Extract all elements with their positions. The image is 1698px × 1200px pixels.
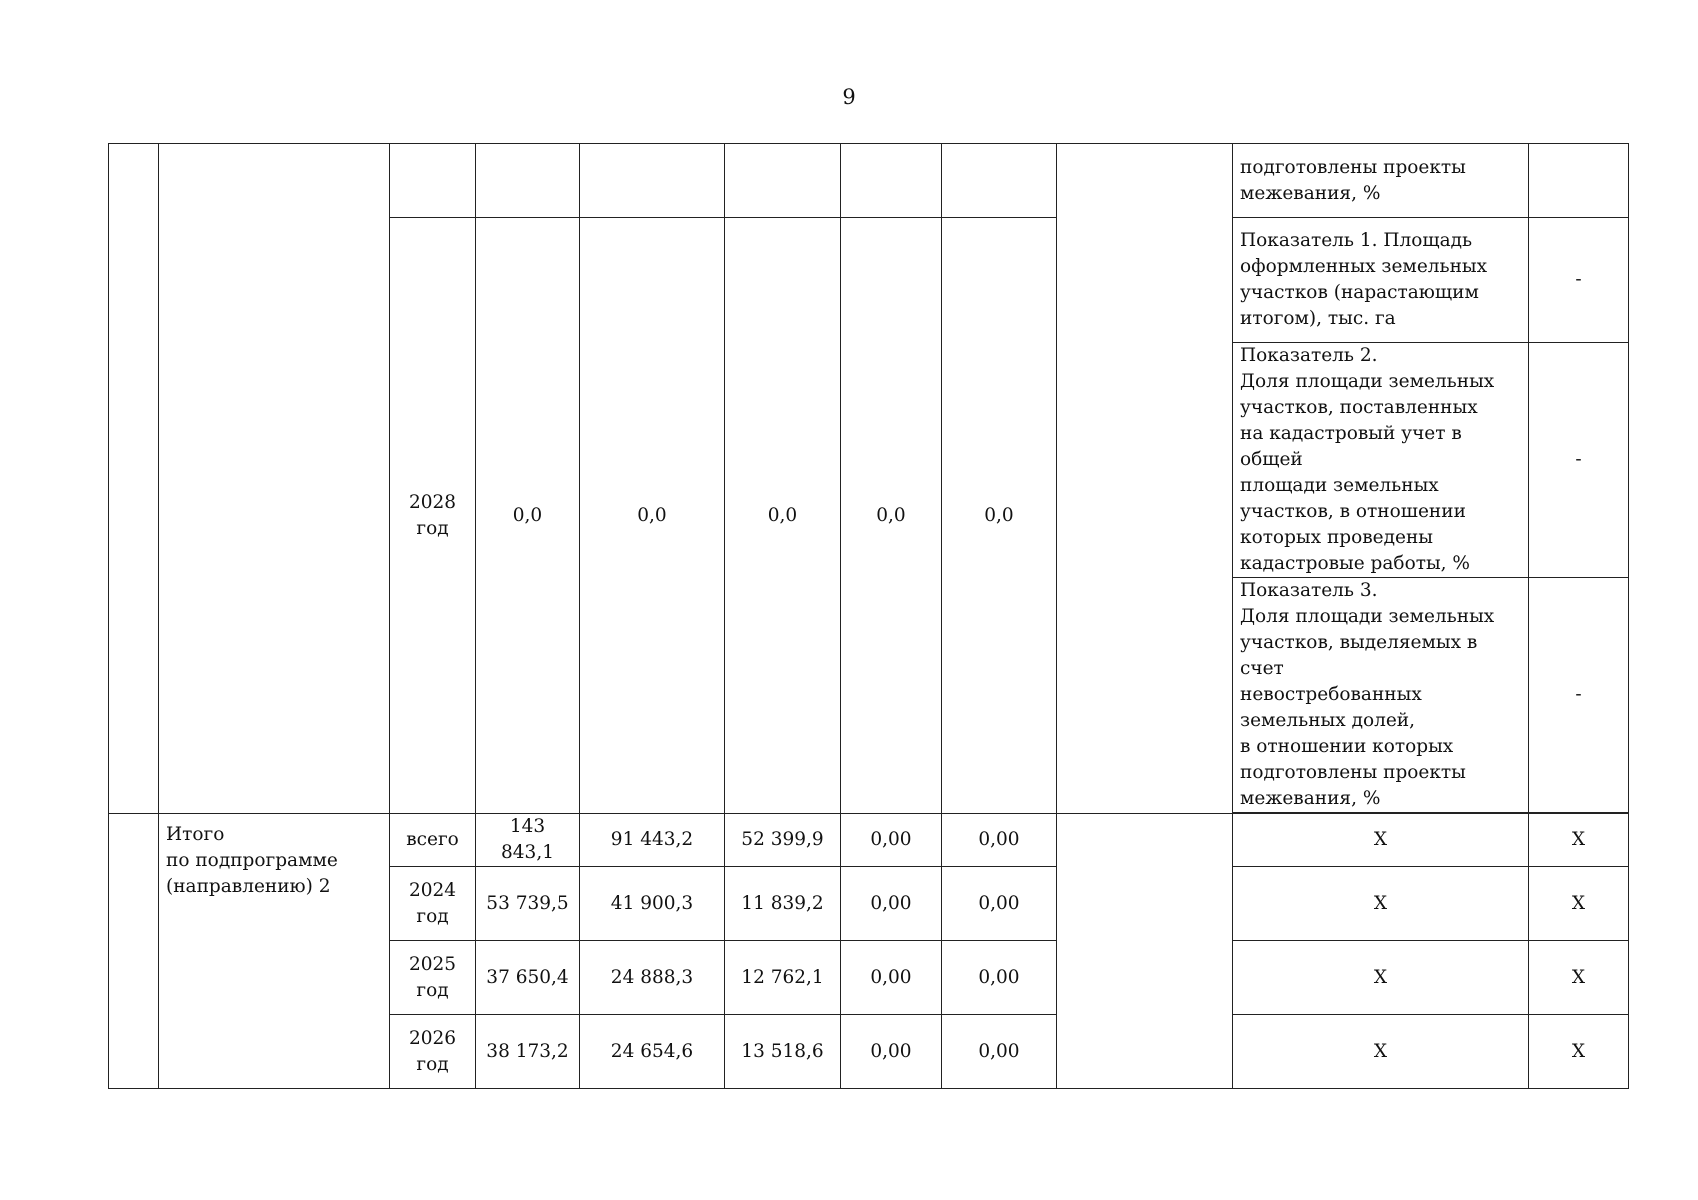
value-cell (580, 144, 725, 218)
value-cell (942, 144, 1057, 218)
program-finance-table (108, 143, 1629, 1089)
indicator-value-cell (1529, 144, 1629, 218)
value-cell: 0,00 (841, 814, 942, 867)
year-cell: 2024 год (390, 867, 476, 941)
indicator-2-cell: Показатель 2. Доля площади земельных участков, поставленных на кадастровый учет в общей площади земельных участков, в отношении которых проведены кадастровые работы, % (1233, 343, 1529, 578)
indicator-3-value: - (1529, 578, 1629, 813)
value-cell (476, 144, 580, 218)
value-cell: 0,00 (942, 1015, 1057, 1089)
table-row (109, 144, 1629, 218)
value-cell (841, 144, 942, 218)
value-cell: 53 739,5 (476, 867, 580, 941)
x-mark-cell: Х (1233, 1015, 1529, 1089)
indicator-2-value: - (1529, 343, 1629, 578)
indicator-1-cell: Показатель 1. Площадь оформленных земельных участков (нарастающим итогом), тыс. га (1233, 218, 1529, 343)
value-cell: 0,00 (942, 814, 1057, 867)
x-mark-cell: Х (1233, 941, 1529, 1015)
value-cell: 91 443,2 (580, 814, 725, 867)
value-cell: 0,0 (841, 218, 942, 814)
value-cell (725, 144, 841, 218)
value-cell: 0,0 (476, 218, 580, 814)
value-cell: 143 843,1 (476, 814, 580, 867)
value-cell: 0,00 (942, 941, 1057, 1015)
indicator-cell: подготовлены проекты межевания, % (1233, 144, 1529, 218)
value-cell: 37 650,4 (476, 941, 580, 1015)
x-mark-cell: Х (1529, 1015, 1629, 1089)
number-cell (109, 814, 159, 1089)
executor-cell (1057, 814, 1233, 1089)
year-cell: 2028 год (390, 218, 476, 814)
x-mark-cell: Х (1529, 867, 1629, 941)
x-mark-cell: Х (1233, 867, 1529, 941)
year-cell: всего (390, 814, 476, 867)
executor-cell (1057, 144, 1233, 814)
value-cell: 52 399,9 (725, 814, 841, 867)
value-cell: 0,00 (841, 1015, 942, 1089)
value-cell: 38 173,2 (476, 1015, 580, 1089)
value-cell: 12 762,1 (725, 941, 841, 1015)
table-row (109, 814, 1629, 867)
indicator-1-value: - (1529, 218, 1629, 343)
value-cell: 13 518,6 (725, 1015, 841, 1089)
year-cell: 2026 год (390, 1015, 476, 1089)
value-cell: 24 654,6 (580, 1015, 725, 1089)
indicator-3-cell: Показатель 3. Доля площади земельных участков, выделяемых в счет невостребованных земельных долей, в отношении которых подготовлены проекты межевания, % (1233, 578, 1529, 813)
x-mark-cell: Х (1233, 814, 1529, 867)
value-cell: 41 900,3 (580, 867, 725, 941)
value-cell: 0,0 (725, 218, 841, 814)
value-cell: 0,0 (580, 218, 725, 814)
value-cell: 0,00 (841, 867, 942, 941)
page-number: 9 (842, 85, 856, 109)
value-cell: 11 839,2 (725, 867, 841, 941)
subprogram-total-title: Итого по подпрограмме (направлению) 2 (159, 814, 390, 1089)
x-mark-cell: Х (1529, 814, 1629, 867)
year-cell: 2025 год (390, 941, 476, 1015)
year-cell (390, 144, 476, 218)
value-cell: 24 888,3 (580, 941, 725, 1015)
value-cell: 0,0 (942, 218, 1057, 814)
value-cell: 0,00 (841, 941, 942, 1015)
number-cell (109, 144, 159, 814)
event-name-cell (159, 144, 390, 814)
value-cell: 0,00 (942, 867, 1057, 941)
x-mark-cell: Х (1529, 941, 1629, 1015)
